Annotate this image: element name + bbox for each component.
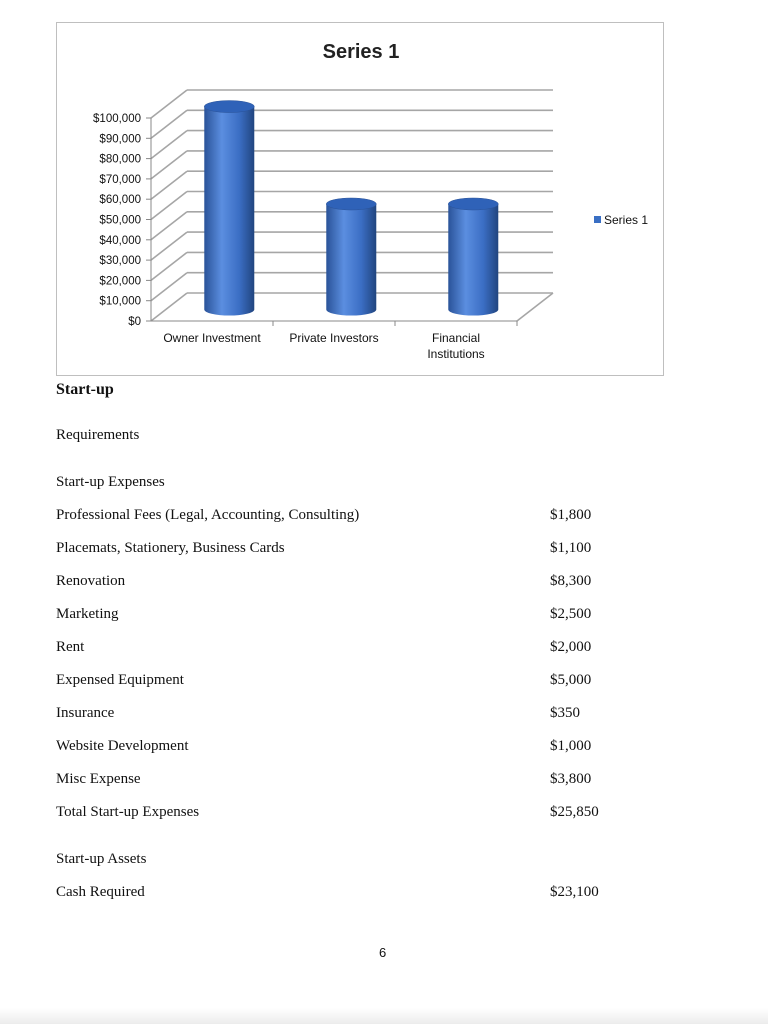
viewer-bottom-bar (0, 1008, 768, 1024)
expense-label: Insurance (56, 705, 115, 721)
y-tick-label: $80,000 (99, 153, 141, 166)
y-tick-label: $10,000 (99, 295, 141, 308)
expense-label: Marketing (56, 606, 119, 622)
chart-container (56, 22, 664, 376)
expense-value: $1,100 (550, 540, 592, 556)
y-tick-label: $50,000 (99, 214, 141, 227)
y-tick-label: $70,000 (99, 173, 141, 186)
x-tick-label: Private Investors (289, 331, 379, 345)
total-expenses-value: $25,850 (550, 804, 599, 820)
y-tick-label: $30,000 (99, 255, 141, 268)
x-tick-label: Institutions (427, 347, 485, 361)
expense-label: Website Development (56, 738, 189, 754)
bar-cylinder-body (326, 204, 376, 316)
bar-cylinder-top (326, 198, 376, 210)
chart-title: Series 1 (322, 41, 400, 63)
bar-cylinder-body (204, 107, 254, 316)
y-tick-label: $20,000 (99, 275, 141, 288)
expenses-heading: Start-up Expenses (56, 474, 165, 490)
legend-swatch (594, 216, 601, 223)
expense-label: Renovation (56, 573, 126, 589)
y-tick-label: $0 (128, 316, 141, 328)
startup-heading: Start-up (56, 381, 114, 398)
y-tick-label: $90,000 (99, 133, 141, 146)
assets-heading: Start-up Assets (56, 851, 147, 867)
expense-label: Professional Fees (Legal, Accounting, Consulting) (56, 507, 360, 523)
x-tick-label: Financial (431, 331, 481, 345)
cash-required-value: $23,100 (550, 884, 599, 900)
bar-chart (57, 23, 665, 377)
expense-value: $5,000 (550, 672, 592, 688)
y-tick-label: $40,000 (99, 234, 141, 247)
expense-value: $8,300 (550, 573, 592, 589)
cash-required-label: Cash Required (56, 884, 145, 900)
bar-cylinder-top (204, 101, 254, 113)
page-number: 6 (379, 945, 387, 960)
y-tick-label: $100,000 (93, 113, 141, 125)
legend-label: Series 1 (604, 213, 649, 227)
expense-label: Misc Expense (56, 771, 141, 787)
expense-value: $1,000 (550, 738, 592, 754)
floor-right-edge (517, 293, 553, 321)
x-tick-label: Owner Investment (163, 331, 261, 345)
bar-cylinder-top (448, 198, 498, 210)
expense-label: Rent (56, 639, 85, 655)
expense-label: Placemats, Stationery, Business Cards (56, 540, 285, 556)
bar-cylinder-body (448, 204, 498, 316)
requirements-label: Requirements (56, 427, 140, 443)
expense-value: $350 (550, 705, 580, 721)
expense-label: Expensed Equipment (56, 672, 184, 688)
y-tick-label: $60,000 (99, 194, 141, 207)
expense-value: $1,800 (550, 507, 592, 523)
expense-value: $2,000 (550, 639, 592, 655)
total-expenses-label: Total Start-up Expenses (56, 804, 200, 820)
expense-value: $3,800 (550, 771, 592, 787)
expense-value: $2,500 (550, 606, 592, 622)
